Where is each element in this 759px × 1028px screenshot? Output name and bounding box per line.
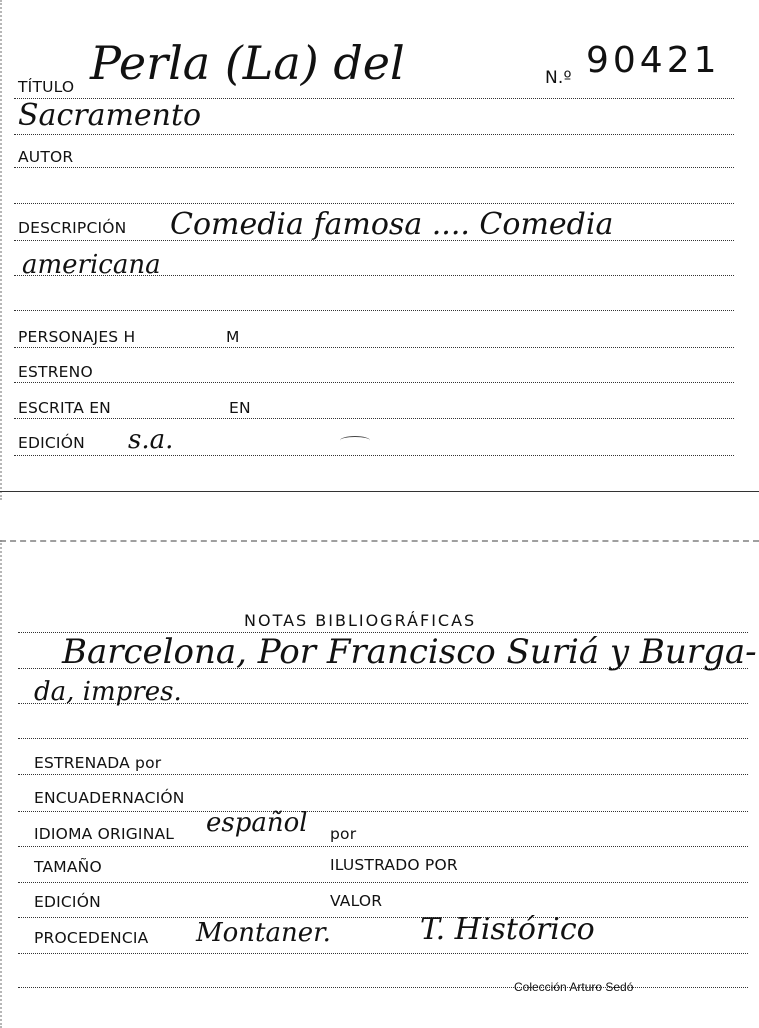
label-idioma-original: IDIOMA ORIGINAL <box>34 825 175 843</box>
ruled-line <box>18 882 748 883</box>
value-procedencia-1: Montaner. <box>196 918 331 948</box>
notes-line2: da, impres. <box>34 677 182 707</box>
ruled-line <box>18 738 748 739</box>
label-estreno: ESTRENO <box>18 363 93 381</box>
label-autor: AUTOR <box>18 148 74 166</box>
notes-line1: Barcelona, Por Francisco Suriá y Burga- <box>62 632 757 672</box>
ruled-line <box>14 347 734 348</box>
ink-smudge <box>340 436 370 445</box>
label-edicion-back: EDICIÓN <box>34 893 101 911</box>
label-personajes-m: M <box>226 328 240 346</box>
ruled-line <box>14 310 734 311</box>
label-titulo: TÍTULO <box>18 78 75 96</box>
front-card <box>0 0 759 500</box>
ruled-line <box>18 811 748 812</box>
label-idioma-por: por <box>330 825 357 843</box>
card-bottom-edge <box>0 491 759 492</box>
ruled-line <box>18 987 748 988</box>
value-idioma-original: español <box>206 808 308 838</box>
label-numero: N.º <box>545 68 572 88</box>
value-descripcion-line2: americana <box>22 250 161 280</box>
value-numero: 90421 <box>586 40 721 81</box>
notes-title: NOTAS BIBLIOGRÁFICAS <box>244 611 477 630</box>
ruled-line <box>14 382 734 383</box>
label-ilustrado-por: ILUSTRADO POR <box>330 856 458 874</box>
card-edge <box>0 540 759 552</box>
card-edge <box>0 0 10 500</box>
ruled-line <box>18 846 748 847</box>
label-estrenada-por: ESTRENADA por <box>34 754 162 772</box>
ruled-line <box>14 418 734 419</box>
ruled-line <box>14 455 734 456</box>
back-card <box>0 540 759 1028</box>
ruled-line <box>14 134 734 135</box>
label-tamano: TAMAÑO <box>34 858 102 876</box>
collection-footer: Colección Arturo Sedó <box>514 980 634 994</box>
value-titulo-line2: Sacramento <box>18 98 202 133</box>
label-escrita-en: ESCRITA EN <box>18 399 111 417</box>
ruled-line <box>14 203 734 204</box>
ruled-line <box>18 953 748 954</box>
value-edicion: s.a. <box>128 425 174 455</box>
value-procedencia-2: T. Histórico <box>420 912 595 947</box>
ruled-line <box>14 167 734 168</box>
label-personajes-h: PERSONAJES H <box>18 328 136 346</box>
ruled-line <box>18 917 748 918</box>
label-en: EN <box>229 399 251 417</box>
value-titulo-line1: Perla (La) del <box>90 36 405 90</box>
label-valor: VALOR <box>330 892 383 910</box>
label-encuadernacion: ENCUADERNACIÓN <box>34 789 185 807</box>
card-edge <box>0 540 10 1028</box>
label-procedencia: PROCEDENCIA <box>34 929 149 947</box>
label-edicion: EDICIÓN <box>18 434 85 452</box>
label-descripcion: DESCRIPCIÓN <box>18 219 127 237</box>
value-descripcion-line1: Comedia famosa .... Comedia <box>170 207 614 242</box>
ruled-line <box>18 774 748 775</box>
